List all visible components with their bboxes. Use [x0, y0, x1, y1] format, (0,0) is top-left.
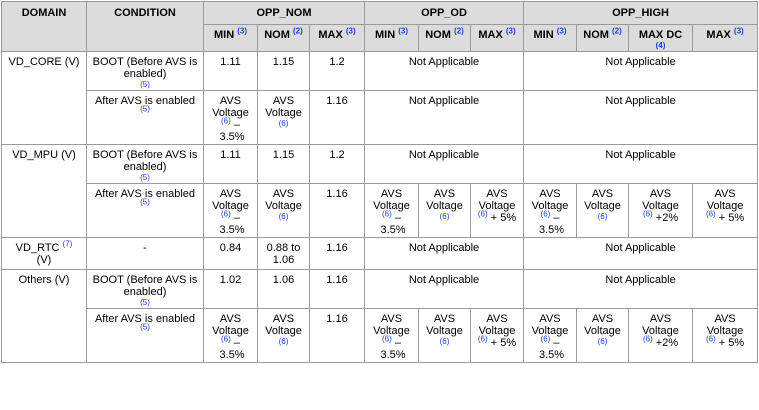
avs-cell: AVS Voltage $^{(6)}$ + 5%	[471, 309, 524, 363]
avs-cell: AVS Voltage $^{(6)}$ + 5%	[693, 309, 758, 363]
header-od-min: MIN $^{(3)}$	[365, 25, 419, 52]
avs-cell: AVS Voltage $^{(6)}$ – 3.5%	[365, 184, 419, 238]
header-high-nom: NOM $^{(2)}$	[577, 25, 629, 52]
header-opp-od: OPP_OD	[365, 2, 524, 25]
avs-cell: AVS Voltage (6)	[258, 91, 310, 145]
value-cell: 1.15	[258, 52, 310, 91]
condition-cell: After AVS is enabled $^{(5)}$	[87, 91, 204, 145]
not-applicable-cell: Not Applicable	[524, 52, 758, 91]
value-cell: 1.16	[310, 309, 365, 363]
not-applicable-cell: Not Applicable	[365, 145, 524, 184]
table-row	[2, 238, 758, 270]
value-cell: 1.2	[310, 52, 365, 91]
condition-cell: -	[87, 238, 204, 270]
condition-cell: BOOT (Before AVS is enabled) (5)	[87, 145, 204, 184]
header-high-maxdc: MAX DC (4)	[629, 25, 693, 52]
avs-cell: AVS Voltage $^{(6)}$ – 3.5%	[204, 91, 258, 145]
avs-cell: AVS Voltage $^{(6)}$ +2%	[629, 309, 693, 363]
header-row-1	[2, 2, 758, 25]
value-cell: 1.16	[310, 91, 365, 145]
not-applicable-cell: Not Applicable	[365, 238, 524, 270]
condition-cell: After AVS is enabled $^{(5)}$	[87, 309, 204, 363]
condition-cell: After AVS is enabled $^{(5)}$	[87, 184, 204, 238]
not-applicable-cell: Not Applicable	[365, 52, 524, 91]
header-nom-max: MAX $^{(3)}$	[310, 25, 365, 52]
avs-cell: AVS Voltage $^{(6)}$ – 3.5%	[365, 309, 419, 363]
domain-cell: VD_MPU (V)	[2, 145, 87, 238]
table-row	[2, 184, 758, 238]
not-applicable-cell: Not Applicable	[524, 270, 758, 309]
value-cell: 1.02	[204, 270, 258, 309]
header-od-nom: NOM $^{(2)}$	[419, 25, 471, 52]
avs-cell: AVS Voltage $^{(6)}$ – 3.5%	[204, 184, 258, 238]
value-cell: 1.16	[310, 270, 365, 309]
avs-cell: AVS Voltage (6)	[419, 184, 471, 238]
header-domain: DOMAIN	[2, 2, 87, 52]
domain-cell: VD_CORE (V)	[2, 52, 87, 145]
domain-cell: VD_RTC $^{(7)}$ (V)	[2, 238, 87, 270]
value-cell: 0.84	[204, 238, 258, 270]
header-od-max: MAX $^{(3)}$	[471, 25, 524, 52]
header-opp-nom: OPP_NOM	[204, 2, 365, 25]
value-cell: 1.06	[258, 270, 310, 309]
avs-cell: AVS Voltage $^{(6)}$ – 3.5%	[524, 184, 577, 238]
avs-cell: AVS Voltage $^{(6)}$ + 5%	[471, 184, 524, 238]
avs-cell: AVS Voltage (6)	[577, 309, 629, 363]
value-cell: 1.16	[310, 238, 365, 270]
value-cell: 1.16	[310, 184, 365, 238]
header-nom-nom: NOM $^{(2)}$	[258, 25, 310, 52]
not-applicable-cell: Not Applicable	[524, 91, 758, 145]
value-cell: 1.11	[204, 145, 258, 184]
table-row	[2, 270, 758, 309]
not-applicable-cell: Not Applicable	[365, 91, 524, 145]
value-cell: 0.88 to 1.06	[258, 238, 310, 270]
not-applicable-cell: Not Applicable	[524, 145, 758, 184]
avs-cell: AVS Voltage (6)	[419, 309, 471, 363]
header-high-min: MIN $^{(3)}$	[524, 25, 577, 52]
avs-cell: AVS Voltage $^{(6)}$ – 3.5%	[524, 309, 577, 363]
avs-cell: AVS Voltage (6)	[577, 184, 629, 238]
value-cell: 1.15	[258, 145, 310, 184]
value-cell: 1.2	[310, 145, 365, 184]
avs-cell: AVS Voltage $^{(6)}$ +2%	[629, 184, 693, 238]
header-opp-high: OPP_HIGH	[524, 2, 758, 25]
voltage-domain-table	[1, 1, 758, 363]
avs-cell: AVS Voltage $^{(6)}$ – 3.5%	[204, 309, 258, 363]
table-row	[2, 91, 758, 145]
avs-cell: AVS Voltage (6)	[258, 184, 310, 238]
domain-cell: Others (V)	[2, 270, 87, 363]
condition-cell: BOOT (Before AVS is enabled) (5)	[87, 270, 204, 309]
table-row	[2, 309, 758, 363]
not-applicable-cell: Not Applicable	[524, 238, 758, 270]
condition-cell: BOOT (Before AVS is enabled) (5)	[87, 52, 204, 91]
header-condition: CONDITION	[87, 2, 204, 52]
header-nom-min: MIN $^{(3)}$	[204, 25, 258, 52]
table-row	[2, 52, 758, 91]
avs-cell: AVS Voltage (6)	[258, 309, 310, 363]
table-row	[2, 145, 758, 184]
not-applicable-cell: Not Applicable	[365, 270, 524, 309]
value-cell: 1.11	[204, 52, 258, 91]
avs-cell: AVS Voltage $^{(6)}$ + 5%	[693, 184, 758, 238]
header-high-max: MAX $^{(3)}$	[693, 25, 758, 52]
